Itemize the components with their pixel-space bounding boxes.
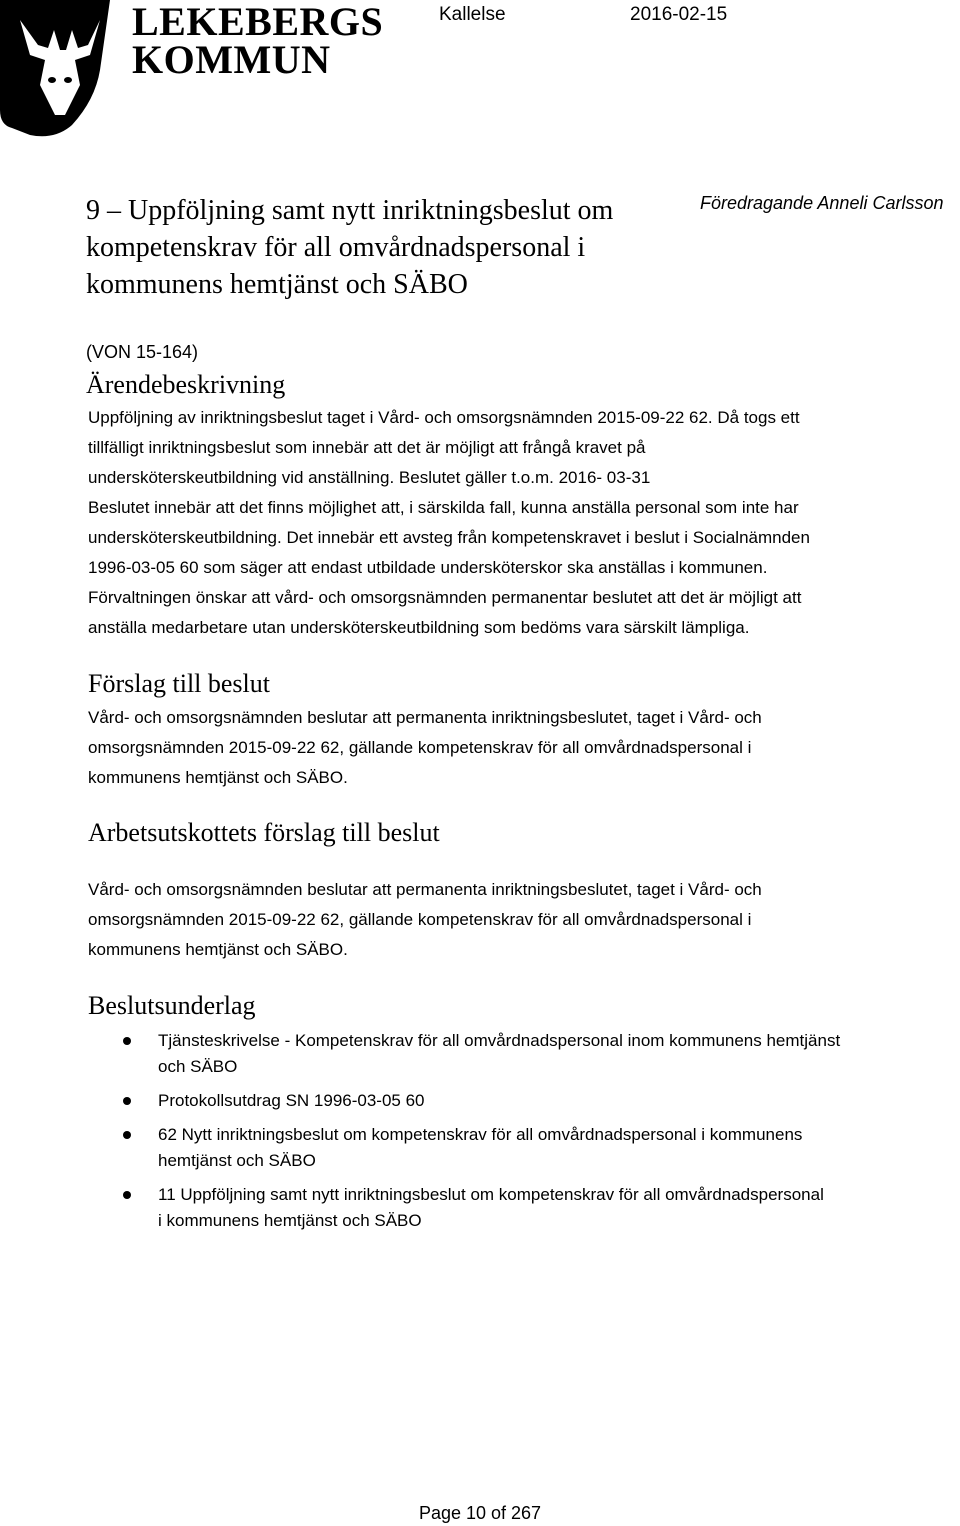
list-item-line: 62 Nytt inriktningsbeslut om kompetenskrav för all omvårdnadspersonal i kommunens — [158, 1125, 803, 1144]
presenter: Föredragande Anneli Carlsson — [700, 193, 944, 213]
section-heading-forslag: Förslag till beslut — [88, 669, 270, 698]
attachment-list — [88, 1028, 948, 1242]
list-item — [88, 1028, 948, 1080]
document-type: Kallelse — [439, 4, 506, 25]
section-heading-arendebeskrivning: Ärendebeskrivning — [86, 370, 286, 399]
text-line: Vård- och omsorgsnämnden beslutar att permanenta inriktningsbeslutet, taget i Vård- och — [88, 708, 762, 727]
text-line: omsorgsnämnden 2015-09-22 62, gällande kompetenskrav för all omvårdnadspersonal i — [88, 738, 752, 757]
municipality-logo — [0, 0, 384, 140]
text-line: Beslutet innebär att det finns möjlighet att, i särskilda fall, kunna anställa personal som inte har — [88, 498, 799, 517]
text-line: Vård- och omsorgsnämnden beslutar att permanenta inriktningsbeslutet, taget i Vård- och — [88, 880, 762, 899]
item-title: 9 – Uppföljning samt nytt inriktningsbeslut om kompetenskrav för all omvårdnadspersonal i kommunens hemtjänst och SÄBO — [86, 195, 614, 300]
list-item-line: i kommunens hemtjänst och SÄBO — [158, 1211, 422, 1230]
bullet-icon — [123, 1191, 131, 1199]
deer-emblem-icon — [0, 0, 130, 140]
text-line: kommunens hemtjänst och SÄBO. — [88, 768, 348, 787]
list-item-line: Tjänsteskrivelse - Kompetenskrav för all omvårdnadspersonal inom kommunens hemtjänst — [158, 1031, 841, 1050]
list-item — [88, 1088, 948, 1114]
document-date: 2016-02-15 — [630, 4, 728, 25]
logo-text-line1: LEKEBERGS — [132, 0, 384, 44]
page-number: Page 10 of 267 — [418, 1503, 542, 1523]
logo-text-line2: KOMMUN — [132, 37, 331, 82]
bullet-icon — [123, 1131, 131, 1139]
text-line: Förvaltningen önskar att vård- och omsorgsnämnden permanentar beslutet att det är möjligt att — [88, 588, 802, 607]
list-item — [88, 1182, 948, 1234]
text-line: kommunens hemtjänst och SÄBO. — [88, 940, 348, 959]
section-body-arbetsutskott — [88, 875, 948, 965]
text-line: undersköterskeutbildning. Det innebär ett avsteg från kompetenskravet i beslut i Socialnämnden — [88, 528, 810, 547]
text-line: tillfälligt inriktningsbeslut som innebär att det är möjligt att frångå kravet på — [88, 438, 646, 457]
bullet-icon — [123, 1097, 131, 1105]
text-line: 1996-03-05 60 som säger att endast utbildade undersköterskor ska anställas i kommunen. — [88, 558, 768, 577]
list-item-line: hemtjänst och SÄBO — [158, 1151, 316, 1170]
text-line: Uppföljning av inriktningsbeslut taget i Vård- och omsorgsnämnden 2015-09-22 62. Då togs ett — [88, 408, 800, 427]
text-line: undersköterskeutbildning vid anställning. Beslutet gäller t.o.m. 2016- 03-31 — [88, 468, 651, 487]
text-line: omsorgsnämnden 2015-09-22 62, gällande kompetenskrav för all omvårdnadspersonal i — [88, 910, 752, 929]
list-item-line: 11 Uppföljning samt nytt inriktningsbeslut om kompetenskrav för all omvårdnadspersonal — [158, 1185, 824, 1204]
bullet-icon — [123, 1037, 131, 1045]
section-body-arendebeskrivning — [88, 403, 948, 643]
list-item-line: och SÄBO — [158, 1057, 238, 1076]
section-heading-beslutsunderlag: Beslutsunderlag — [88, 991, 256, 1020]
section-body-forslag — [88, 703, 948, 793]
item-reference: (VON 15-164) — [86, 342, 199, 362]
text-line: anställa medarbetare utan undersköterskeutbildning som bedöms vara särskilt lämpliga. — [88, 618, 750, 637]
section-heading-arbetsutskott: Arbetsutskottets förslag till beslut — [88, 818, 440, 847]
list-item — [88, 1122, 948, 1174]
list-item-line: Protokollsutdrag SN 1996-03-05 60 — [158, 1091, 425, 1110]
